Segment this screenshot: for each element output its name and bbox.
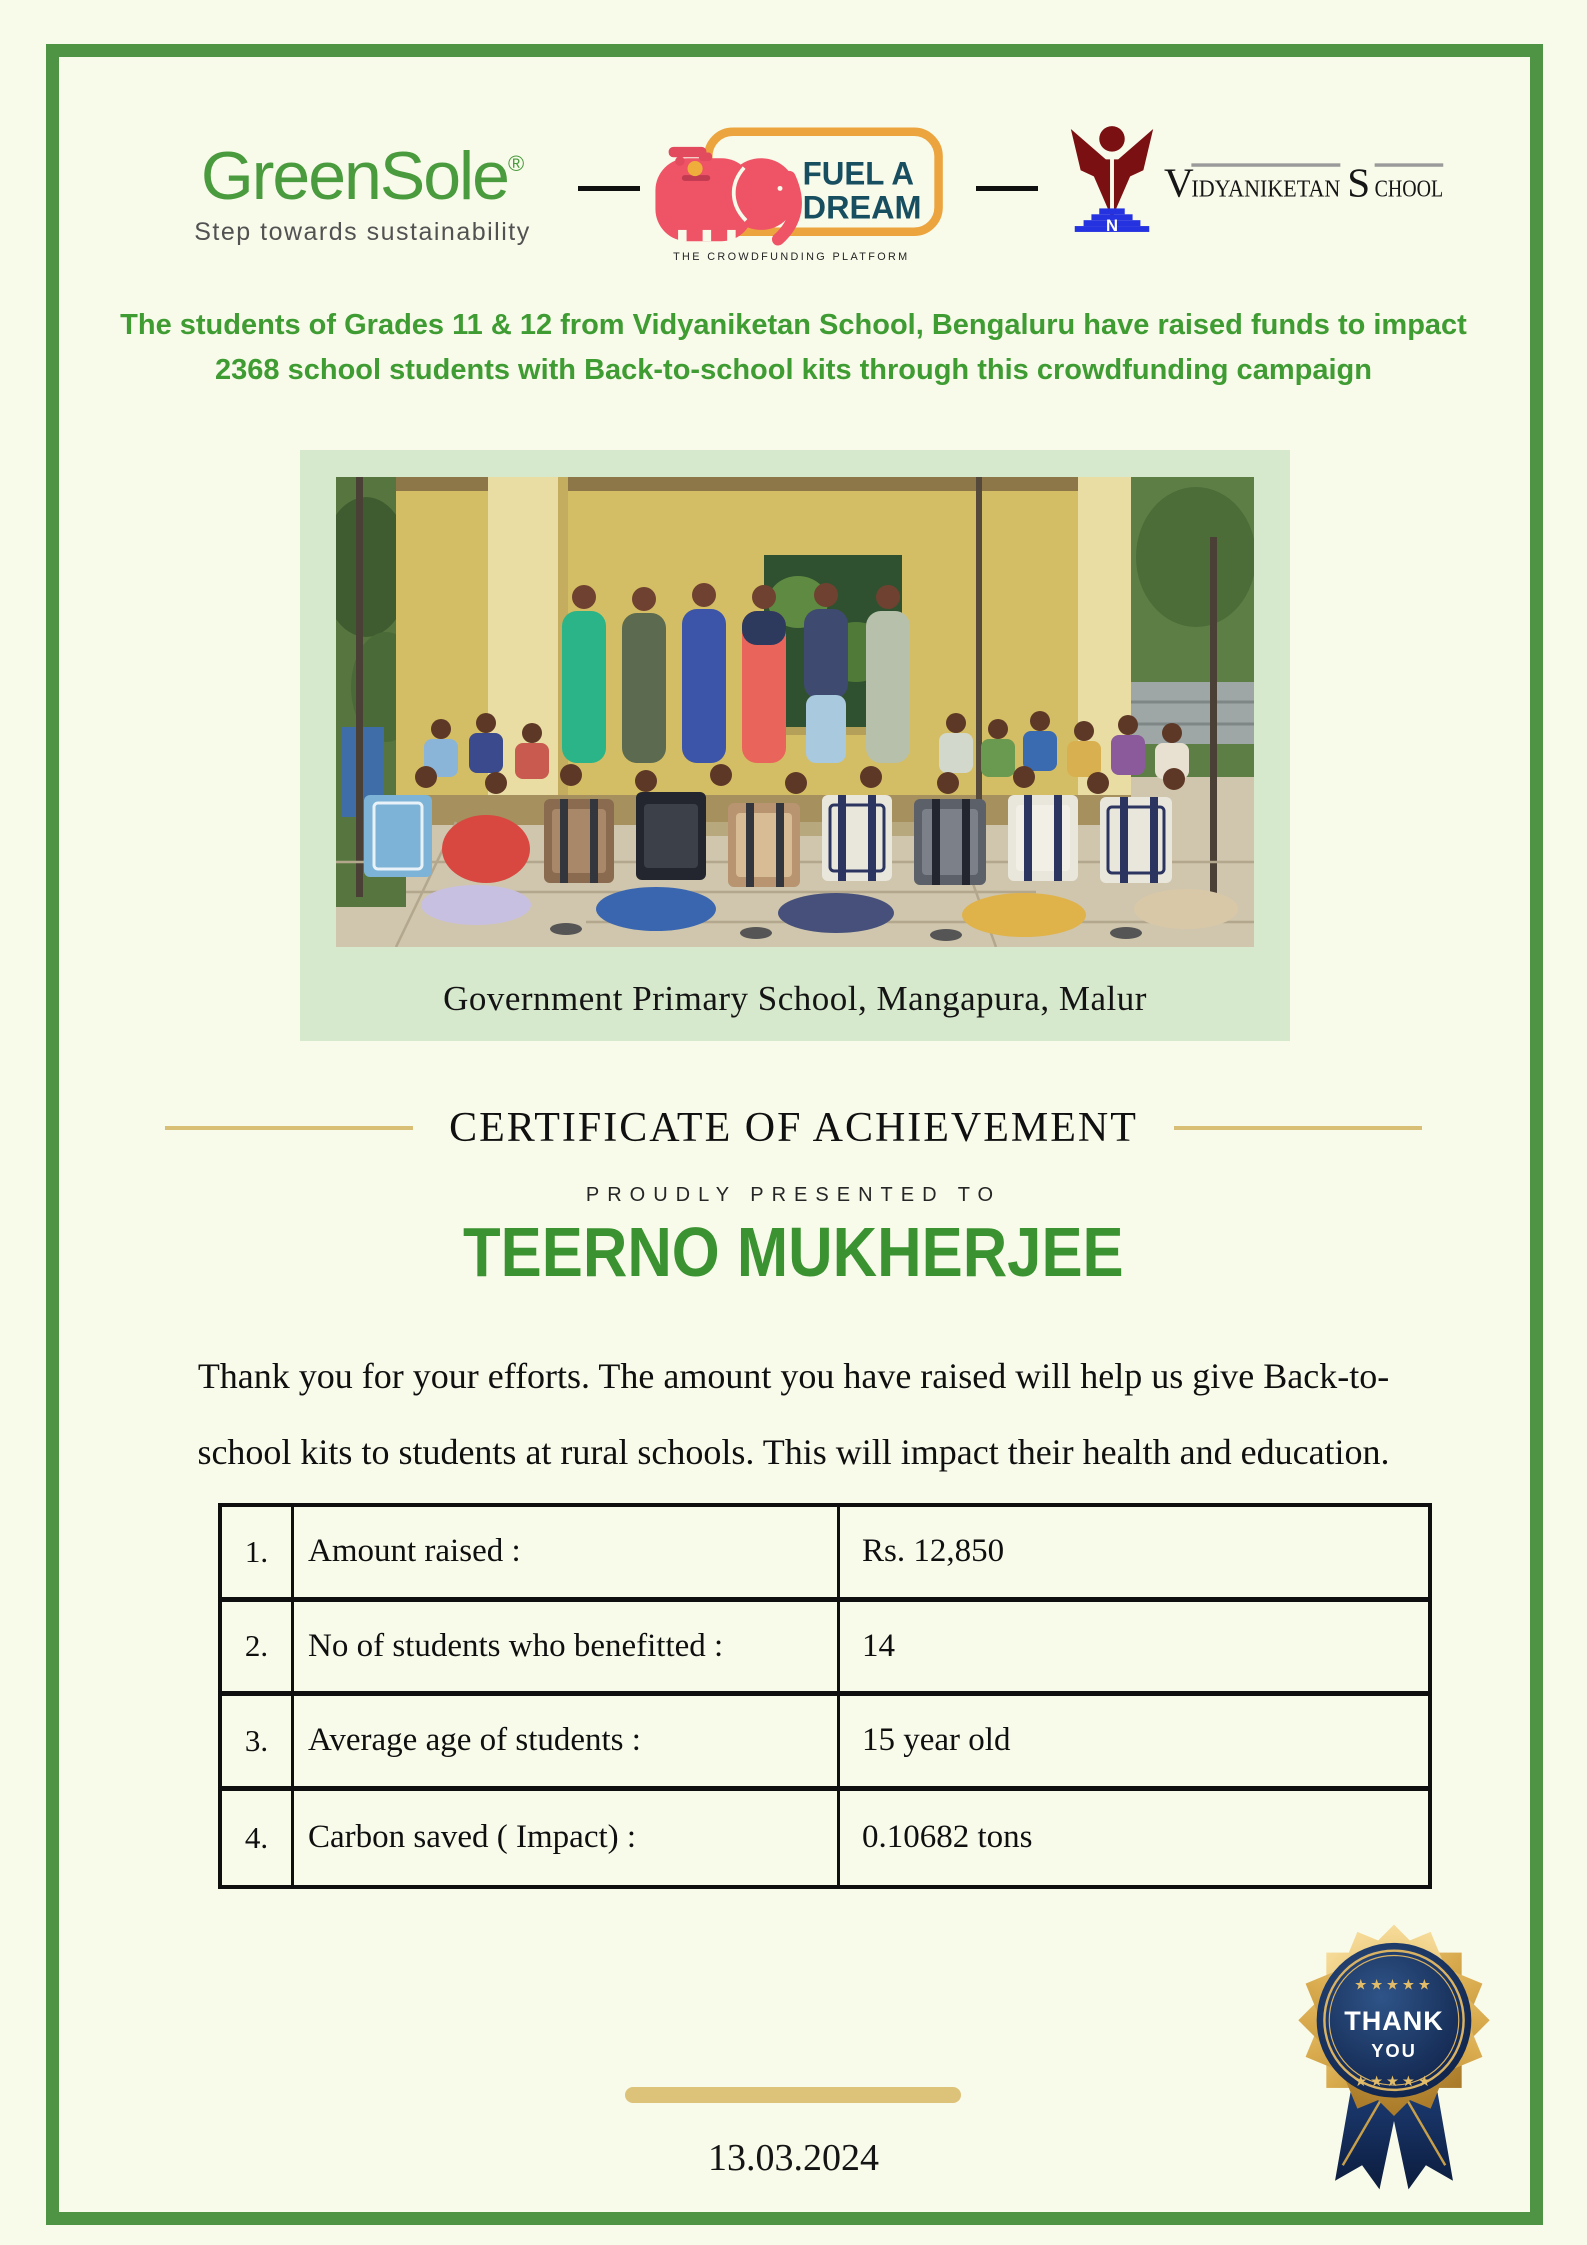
table-row-number: 1. xyxy=(222,1507,294,1602)
coin-icon xyxy=(688,161,703,176)
intro-line1: The students of Grades 11 & 12 from Vidyaniketan School, Bengaluru have raised funds to impact xyxy=(120,309,1467,341)
vidya-rest1: IDYANIKETAN xyxy=(1191,175,1341,203)
badge-stars-bottom: ★★★★★ xyxy=(1354,2074,1434,2090)
table-row-value: 14 xyxy=(840,1602,1428,1697)
photo-caption: Government Primary School, Mangapura, Malur xyxy=(443,979,1147,1018)
intro-statement xyxy=(0,303,1587,393)
photo-frame xyxy=(300,450,1290,1041)
wordmark-overline xyxy=(1375,163,1444,166)
table-row-label: Carbon saved ( Impact) : xyxy=(294,1791,840,1886)
thank-you-message xyxy=(0,1338,1587,1490)
greensole-logo xyxy=(190,132,535,247)
badge-stars-top: ★★★★★ xyxy=(1354,1977,1434,1994)
vidya-initial2: S xyxy=(1347,159,1371,206)
title-divider-left xyxy=(165,1126,413,1130)
table-row-value: Rs. 12,850 xyxy=(840,1507,1428,1602)
fad-title-line1: FUEL A xyxy=(802,155,915,192)
vidya-rest2: CHOOL xyxy=(1374,175,1444,203)
greensole-tagline: Step towards sustainability xyxy=(194,218,531,246)
vidyaniketan-emblem-icon xyxy=(1071,126,1153,234)
badge-word1: THANK xyxy=(1344,2005,1444,2036)
table-row-label: Amount raised : xyxy=(294,1507,840,1602)
table-row-value: 0.10682 tons xyxy=(862,1819,1033,1856)
wordmark-overline xyxy=(1191,163,1340,166)
message-line2: school kits to students at rural schools. This will impact their health and education. xyxy=(197,1432,1390,1472)
recipient-name: TEERNO MUKHERJEE xyxy=(463,1213,1124,1291)
elephant-piggybank-icon xyxy=(655,147,797,241)
thank-you-badge-graphic xyxy=(1280,1912,1508,2202)
registered-trademark-icon: ® xyxy=(507,151,525,176)
certificate-date: 13.03.2024 xyxy=(708,2137,879,2179)
table-row-label: No of students who benefitted : xyxy=(294,1602,840,1697)
badge-word2: YOU xyxy=(1371,2040,1417,2061)
presented-label: PROUDLY PRESENTED TO xyxy=(585,1184,1002,1206)
school-photo-illustration xyxy=(336,477,1254,947)
vidya-initial1: V xyxy=(1163,159,1194,206)
table-row-number: 4. xyxy=(222,1791,294,1886)
certificate-title-row xyxy=(0,1104,1587,1152)
table-row-number: 3. xyxy=(222,1696,294,1791)
certificate-title: CERTIFICATE OF ACHIEVEMENT xyxy=(449,1105,1138,1151)
logo-separator-dash xyxy=(976,186,1038,191)
title-divider-right xyxy=(1174,1126,1422,1130)
fad-tagline: THE CROWDFUNDING PLATFORM xyxy=(673,251,910,264)
table-row-value: 15 year old xyxy=(840,1696,1428,1791)
fuel-a-dream-logo-graphic xyxy=(646,124,948,266)
stats-table xyxy=(218,1503,1432,1889)
fad-title-line2: DREAM xyxy=(802,189,922,226)
recipient-row xyxy=(0,1212,1587,1292)
message-line1: Thank you for your efforts. The amount you have raised will help us give Back-to- xyxy=(197,1356,1390,1396)
thank-you-badge xyxy=(1280,1912,1508,2202)
intro-line2: 2368 school students with Back-to-school kits through this crowdfunding campaign xyxy=(215,354,1372,386)
vidyaniketan-logo-graphic xyxy=(1063,126,1455,234)
table-row-label: Average age of students : xyxy=(294,1696,840,1791)
logo-separator-dash xyxy=(578,186,640,191)
greensole-name: GreenSole xyxy=(200,138,508,214)
emblem-letter: N xyxy=(1105,215,1119,234)
footer-divider-bar xyxy=(625,2087,961,2103)
fuel-a-dream-logo xyxy=(646,124,948,266)
vidyaniketan-logo xyxy=(1063,126,1455,234)
table-row-number: 2. xyxy=(222,1602,294,1697)
greensole-wordmark xyxy=(190,132,535,214)
